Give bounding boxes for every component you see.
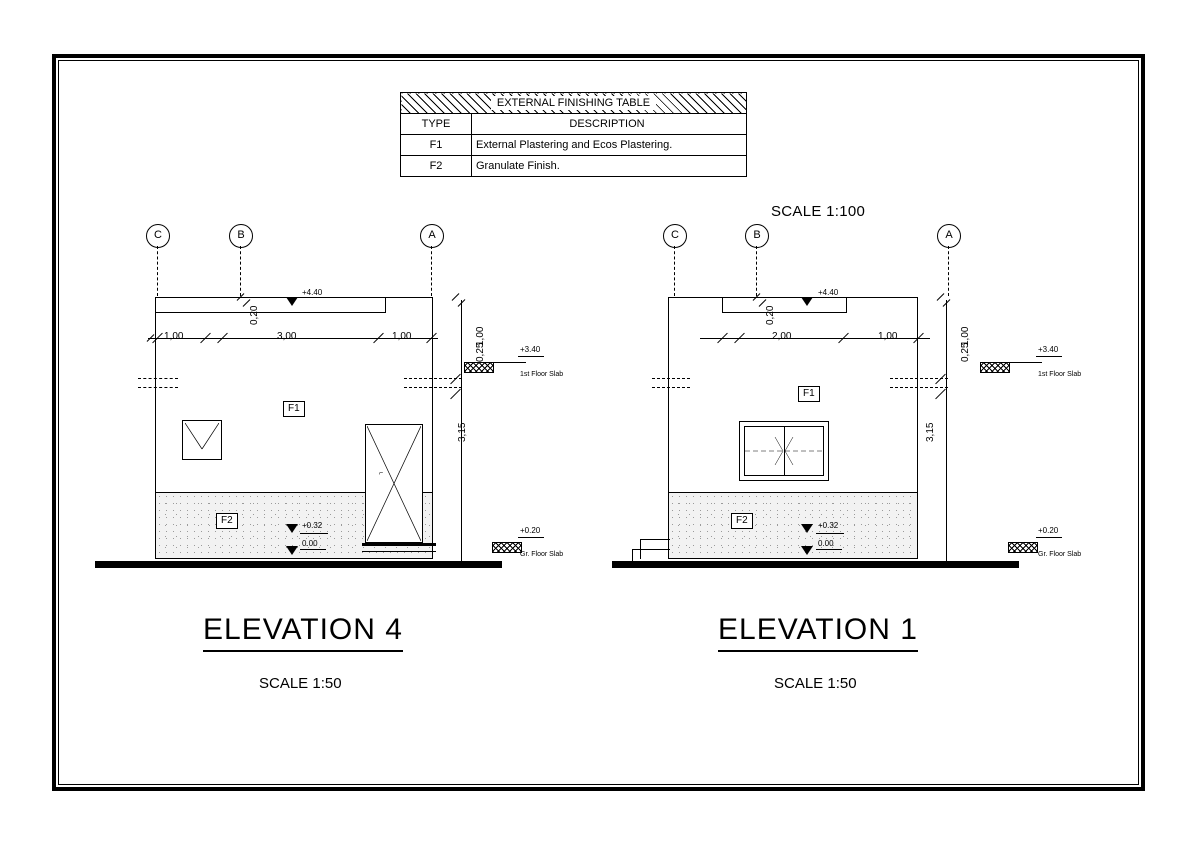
elev4-first-floor-slab-detail [464, 362, 494, 373]
elev4-level-first-floor: +3.40 [520, 345, 541, 354]
elev1-level-top: +4.40 [818, 288, 839, 297]
header-type: TYPE [401, 114, 472, 135]
elev1-window-glazing [745, 427, 823, 475]
elev1-floor-dash-left [652, 378, 690, 379]
elev4-dim-1: 1,00 [164, 331, 184, 342]
elev1-title: ELEVATION 1 [718, 613, 918, 652]
elev4-dim-4: 1,00 [392, 331, 412, 342]
elev1-parapet-step-left [722, 297, 723, 313]
elev1-step-tread-1 [640, 539, 670, 540]
elev4-door-swing [367, 426, 421, 541]
table-header-row [401, 114, 747, 135]
elev1-floor-dash-left2 [652, 387, 690, 388]
elev1-level-first-floor: +3.40 [1038, 345, 1059, 354]
elev1-level-marker-ground [801, 546, 813, 555]
header-description: DESCRIPTION [472, 114, 747, 135]
elev4-level-underline-plinth [300, 533, 328, 534]
elev4-floor-dash-left2 [138, 387, 178, 388]
elev1-floor-dash-right2 [890, 387, 948, 388]
row-type: F2 [401, 156, 472, 177]
elev1-level-underline-plinth [816, 533, 844, 534]
row-type: F1 [401, 135, 472, 156]
elev1-plinth-band [669, 492, 917, 558]
grid-line-a [431, 246, 432, 296]
grid-bubble-a-2: A [937, 224, 961, 248]
elev4-parapet-step [385, 297, 386, 313]
grid-bubble-a: A [420, 224, 444, 248]
elev4-scale: SCALE 1:50 [259, 675, 342, 692]
elev4-dim-3: 3,00 [277, 331, 297, 342]
grid-bubble-b: B [229, 224, 253, 248]
elev1-first-floor-slab-label: 1st Floor Slab [1038, 371, 1082, 378]
elev4-floor-dash-right2 [404, 387, 462, 388]
elev1-first-floor-slab-detail [980, 362, 1010, 373]
elev4-door-step [362, 543, 436, 546]
elev4-door-handle-icon: ⌐ [379, 470, 384, 477]
elev1-finish-tag-f2: F2 [731, 513, 753, 529]
elev4-level-underline-ground [300, 549, 326, 550]
elev4-ground-floor-slab-label: Gr. Floor Slab [520, 551, 564, 558]
elev1-slab-leader [1010, 362, 1042, 363]
elev4-vdim-1: 1,00 [475, 326, 486, 346]
table-title-cell [401, 93, 747, 114]
elev4-level-plinth: +0.32 [302, 521, 323, 530]
elev1-vdim-1: 1,00 [960, 326, 971, 346]
table-title: EXTERNAL FINISHING TABLE [491, 96, 656, 110]
elev1-level-marker-top [801, 297, 813, 306]
elev1-level-plinth: +0.32 [818, 521, 839, 530]
elev1-ground-line [612, 561, 1019, 568]
elev1-step-tread-2 [632, 549, 670, 550]
elev1-finish-tag-f1: F1 [798, 386, 820, 402]
table-row [401, 135, 747, 156]
elev4-title: ELEVATION 4 [203, 613, 403, 652]
elev1-dim-3: 1,00 [878, 331, 898, 342]
elev4-level-ground: 0.00 [302, 539, 318, 548]
elev1-dim-2: 2,00 [772, 331, 792, 342]
elev4-finish-tag-f1: F1 [283, 401, 305, 417]
elev4-door-step2 [362, 551, 436, 552]
elev1-dim-1: 0,20 [765, 305, 776, 325]
row-description: Granulate Finish. [472, 156, 747, 177]
elev1-level-ground-slab: +0.20 [1038, 526, 1059, 535]
elev1-step-riser-2 [632, 549, 633, 561]
table-title-row [401, 93, 747, 114]
elev4-level-top: +4.40 [302, 288, 323, 297]
row-description: External Plastering and Ecos Plastering. [472, 135, 747, 156]
elev1-vdim-line [946, 300, 947, 562]
elev1-vdim-2: 0,25 [960, 342, 971, 362]
elev4-level-underline-gs [518, 537, 544, 538]
grid-line-b-2 [756, 246, 757, 296]
elev4-vdim-2: 0,25 [475, 342, 486, 362]
elev4-level-marker-top [286, 297, 298, 306]
elev4-ground-floor-slab-detail [492, 542, 522, 553]
elev1-ground-floor-slab-label: Gr. Floor Slab [1038, 551, 1082, 558]
elev4-level-marker-plinth [286, 524, 298, 533]
elev4-first-floor-slab-label: 1st Floor Slab [520, 371, 564, 378]
elev1-ground-floor-slab-detail [1008, 542, 1038, 553]
elev1-level-ground: 0.00 [818, 539, 834, 548]
elev4-level-underline-ff [518, 356, 544, 357]
elev4-parapet-line [155, 312, 385, 313]
elev4-dim-2: 0,20 [249, 305, 260, 325]
elev4-floor-dash-left [138, 378, 178, 379]
elev1-level-underline-ground [816, 549, 842, 550]
elev4-window-glazing [185, 423, 219, 457]
elev1-level-underline-gs [1036, 537, 1062, 538]
elev1-vdim-3: 3,15 [925, 422, 936, 442]
table-row [401, 156, 747, 177]
grid-bubble-c-2: C [663, 224, 687, 248]
elev1-level-underline-ff [1036, 356, 1062, 357]
external-finishing-table [400, 92, 747, 177]
grid-bubble-b-2: B [745, 224, 769, 248]
elev1-scale: SCALE 1:50 [774, 675, 857, 692]
sheet-scale-note: SCALE 1:100 [771, 203, 866, 220]
elev4-level-marker-ground [286, 546, 298, 555]
elev4-finish-tag-f2: F2 [216, 513, 238, 529]
grid-line-c-2 [674, 246, 675, 296]
elev1-level-marker-plinth [801, 524, 813, 533]
elev4-vdim-3: 3,15 [457, 422, 468, 442]
elev4-ground-line [95, 561, 502, 568]
grid-line-b [240, 246, 241, 296]
grid-line-a-2 [948, 246, 949, 296]
grid-line-c [157, 246, 158, 296]
grid-bubble-c: C [146, 224, 170, 248]
elev1-parapet-line [722, 312, 846, 313]
elev4-slab-leader [494, 362, 526, 363]
elev4-level-ground-slab: +0.20 [520, 526, 541, 535]
elev1-parapet-step-right [846, 297, 847, 313]
